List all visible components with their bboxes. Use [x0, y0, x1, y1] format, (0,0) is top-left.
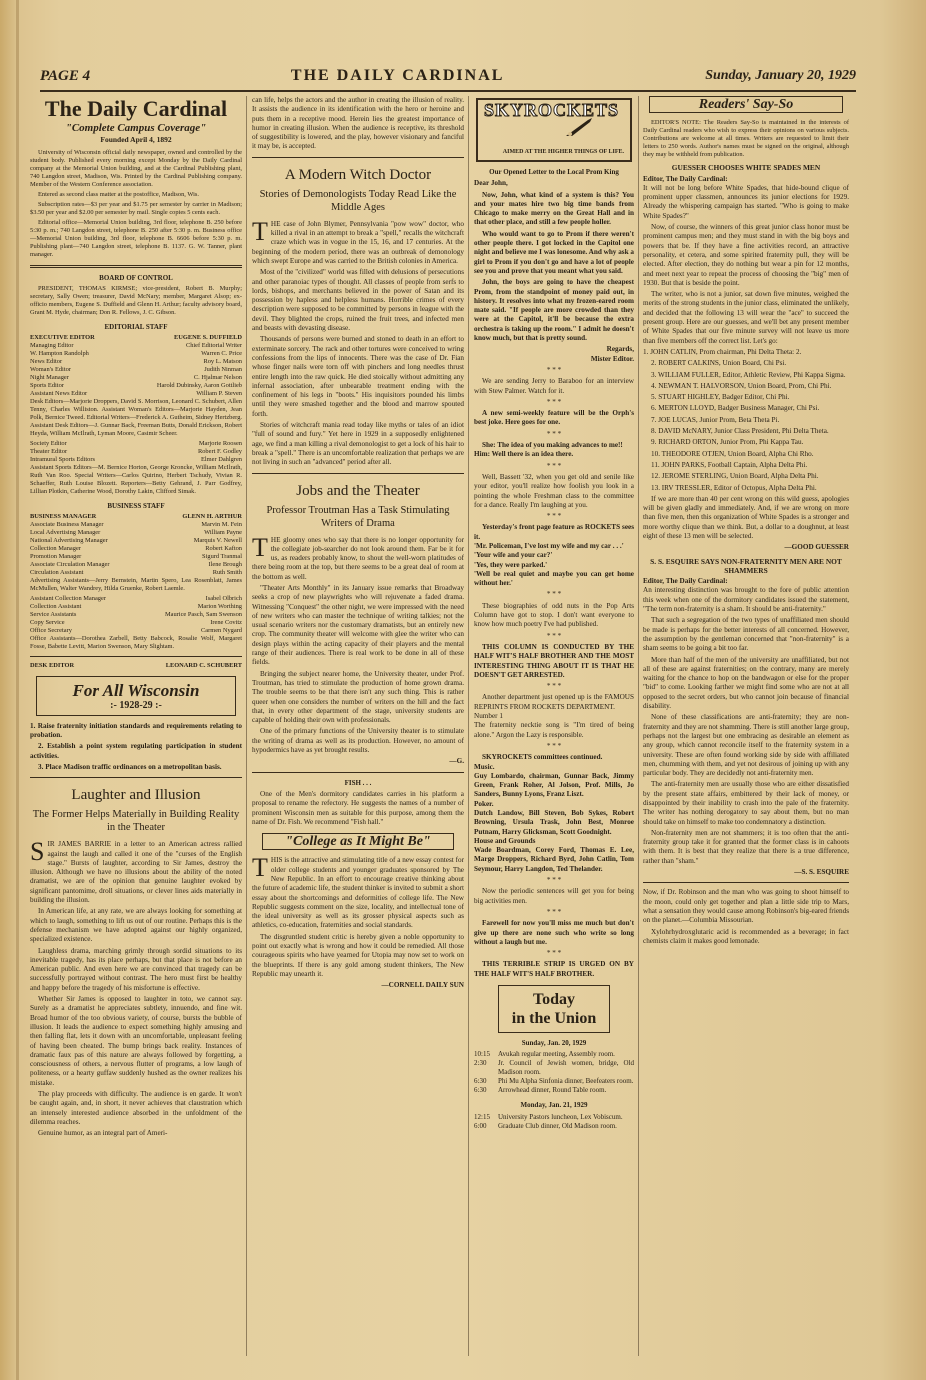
skyrockets-item: THIS TERRIBLE STRIP IS URGED ON BY THE HALF WIT'S HALF BROTHER. — [474, 960, 634, 978]
editorial-staff-list — [30, 440, 242, 464]
paragraph: In American life, at any rate, we are always looking for something at which to laugh, something to lift us out of our routine. Perhaps this is the defense mechanism we have adopted against our highly organized, specialized existence. — [30, 907, 242, 944]
staff-row: News Editor Roy L. Matson — [30, 358, 242, 366]
signature: —S. S. ESQUIRE — [794, 868, 849, 877]
letter-salutation: Editor, The Daily Cardinal: — [643, 577, 728, 586]
signature: —GOOD GUESSER — [784, 543, 849, 552]
closing-items — [643, 888, 849, 946]
paragraph: Who would want to go to Prom if there weren't other people there. I got locked in the Capitol one night and believe me I was lonesome. And why ask a girl to Prom if you don't go and have a lot of people see you and prove that you meant what you said. — [474, 229, 634, 275]
letter-salutation: Editor, The Daily Cardinal: — [643, 174, 728, 183]
schedule-event: University Pastors luncheon, Lex Vobiscum. — [498, 1112, 623, 1121]
staff-row: Assistant News Editor William P. Steven — [30, 390, 242, 398]
paragraph: One of the primary functions of the University theater is to stimulate the writing of drama as well as its production. However, no amount of hypodermics have as yet brought results. — [252, 727, 464, 755]
divider — [252, 772, 464, 773]
staff-row: Copy Service Irene Covitz — [30, 619, 242, 627]
skyrockets-item: Yesterday's front page feature as ROCKETS sees it. 'Mr. Policeman, I've lost my wife and my car . . .' 'Your wife and your car?' 'Yes, they were parked.' 'Well be real quiet and maybe you can get home without her.' — [474, 523, 634, 588]
skyrockets-item: A new semi-weekly feature will be the Orph's best joke. Here goes for one. — [474, 409, 634, 427]
paragraph: 2. ROBERT CALKINS, Union Board, Chi Psi. — [651, 359, 787, 368]
skyrockets-item: These biographies of odd nuts in the Pop Arts Column have got to stop. I don't want everyone to know how much poetry I've had published. — [474, 601, 634, 629]
schedule-list — [474, 1113, 634, 1131]
staff-row: Intramural Sports Editors Elmer Dahlgren — [30, 456, 242, 464]
page-header — [40, 62, 856, 92]
editorial-headline: Laughter and Illusion — [71, 787, 201, 804]
board-heading: BOARD OF CONTROL — [99, 273, 173, 282]
page-number: PAGE 4 — [40, 67, 91, 84]
continued-text: can life, helps the actors and the author in creating the illusion of reality. It assists the audience in its identification with the hero or heroine and puts them in a receptive mood. Herein lies the greatest importance of humor in creating illusion. When the audience is receptive, its threshold of suggestibility is lowered, and the play, however visionary and fanciful it may be, is accepted. — [252, 96, 464, 151]
column-3 — [474, 96, 634, 1366]
paragraph: 2. Establish a point system regulating participation in student activities. — [30, 742, 242, 760]
page-fold — [16, 0, 19, 1380]
skyrockets-item: Well, Bassett '32, when you get old and senile like your editor, you'll realize how foolish you look in a pointing the whole Freshman class to the committee for a dance. Really I'm laughing at you. — [474, 472, 634, 509]
schedule-list — [474, 1050, 634, 1095]
drop-cap: S — [30, 837, 45, 867]
staff-text: Advertising Assistants—Jerry Bernstein, Martin Spero, Lea Rosenblatt, James McMullen, Walter Wandrey, Hilda Gruenke, Robert Laemle. — [30, 577, 242, 593]
paragraph: Now, if Dr. Robinson and the man who was going to shoot himself to the moon, could only get together and plan a little side trip to Mars, what a sensation they would cause among Robinson's big-eared friends on the planet.—Columbia Missourian. — [643, 888, 849, 925]
schedule-time: 6:30 — [474, 1077, 487, 1086]
column-1 — [30, 96, 242, 1366]
entered-text: Entered as second class matter at the postoffice, Madison, Wis. — [38, 190, 200, 198]
divider — [643, 882, 849, 883]
staff-row: Collection Manager Robert Kafton — [30, 545, 242, 553]
rates-text: Subscription rates—$3 per year and $1.75 per semester by carrier in Madison; $3.50 per year and $2.00 per semester by mail. Single copies 5 cents each. — [30, 200, 242, 216]
staff-row: Office Secretary Carmen Nygard — [30, 627, 242, 635]
staff-row: Assistant Collection Manager Isabel Olbrich — [30, 595, 242, 603]
separator-stars: * * * — [546, 461, 562, 470]
schedule-day: Sunday, Jan. 20, 1929 — [521, 1039, 587, 1048]
platform-year: :- 1928-29 :- — [110, 700, 162, 712]
platform-title: For All Wisconsin — [72, 681, 200, 701]
skyrockets-item: SKYROCKETS committees continued. Music. Guy Lombardo, chairman, Gunnar Back, Jimmy Green, Frank Roher, Al Jolson, Prof. Mills, Jo Sanders, Bunny Lyons, Franz Liszt. Poker. Dutch Landow, Bill Steven, Bob Sykes, Robert Browning, Ursula Trask, John Best, Monroe Putnam, Harry Glicksman, Scott Goodnight. House and Grounds Wade Boardman, Corey Ford, Thomas E. Lee, Marge Droppers, Richard Byrd, John Catlin, Tom Seymour, Harry Langdon, Ted Thelander. — [474, 753, 634, 873]
editorial-subhead: Stories of Demonologists Today Read Like the Middle Ages — [259, 188, 457, 213]
paragraph: IR JAMES BARRIE in a letter to an American actress rallied against the laugh and called it one of the "curses of the English stage." Bursts of laughter, according to Sir James, destroy the illusion. Although we have no illusions about the ability of the noted dramatist, we are of the opinion that genuine laughter evoked by significant pantomime, droll situations, or clever lines aids materially in building the illusion. — [30, 840, 242, 905]
separator-stars: * * * — [546, 876, 562, 885]
paragraph: HE gloomy ones who say that there is no longer opportunity for the collegiate job-searcher do not look around them. Far be it for us, as readers probably know, to shout the well-worn platitudes of there being room at the top, but there seems to be a great deal of room at the bottom as well. — [252, 535, 464, 581]
today-title: Today in the Union — [498, 985, 610, 1033]
letter-heading: GUESSER CHOOSES WHITE SPADES MEN — [671, 163, 821, 173]
business-staff-list — [30, 595, 242, 635]
skyrockets-item: Farewell for now you'll miss me much but don't give up there are none such who write so long without a laugh but me. — [474, 919, 634, 946]
column-4 — [643, 96, 849, 1366]
paragraph: 12. JEROME STERLING, Union Board, Alpha Delta Phi. — [651, 472, 819, 481]
paragraph: HE case of John Blymer, Pennsylvania "pow wow" doctor, who killed a rival in an attempt to break a "spell," recalls the witchcraft craze which was in vogue in the 15, 16, and 17 centuries. At the beginning of the modern period, there was an outbreak of demonology which swept Europe and was carried to the British colonies in America. — [252, 219, 464, 265]
signature: —G. — [449, 757, 464, 766]
letter-body — [643, 184, 849, 346]
paragraph: An interesting distinction was brought to the fore of public attention this week when one of the dormitory candidates issued the statement, "The term non-fraternity is a sham. It should be anti-fraternity." — [643, 586, 849, 614]
paragraph: 1. JOHN CATLIN, Prom chairman, Phi Delta Theta: 2. — [643, 347, 802, 356]
schedule-item — [474, 1113, 634, 1122]
staff-row: BUSINESS MANAGER GLENN H. ARTHUR — [30, 513, 242, 521]
staff-text: Desk Editors—Marjorie Droppers, David S. Morrison, Leonard C. Schubert, Allen Tenny, Charles Williston. Assistant Woman's Editors—Marjorie Hayden, Jean Polk, Bernice Tweed. Editorial Writers—Frederick A. Gutheim, Sidney Hertzberg. Assistant Desk Editors—J. Gunnar Back, Freeman Butts, Donald Erickson, Robert Heyda, William McIlrath, Lyman Moore, Casimir Scheer. — [30, 398, 242, 438]
letter-text: If we are more than 40 per cent wrong on this wild guess, apologies will be given gladly and immediately. And, if we are wrong on more than five men, then this organization of White Spades is a stronger and more worthy clique than we think. But, a dollar to a doughnut, at least eight of these 13 men will be selected. — [643, 494, 849, 540]
editorial-staff-list — [30, 358, 242, 398]
paragraph: Laughless drama, marching grimly through sordid situations to its inevitable tragedy, has its place perhaps, but that place is not before an American public. And even here we are convinced that tragedy can be successfully portrayed without contrast. The hero must first be healthy and happy before the tragedy of his misfortune is effective. — [30, 946, 242, 992]
paragraph: The play proceeds with difficulty. The audience is en garde. It won't be caught again, and, in short, it never achieves that claustration which an intensely interested audience absorbed in the unfoldment of the dilemma reaches. — [30, 1089, 242, 1126]
editorial-body — [252, 216, 464, 468]
skyrockets-title: SKYROCKETS — [484, 100, 620, 120]
paragraph: Now, of course, the winners of this great junior class honor must be prominent campus men; and they must stand in with the big boys and powers that be. If they have a fine activities record, an attractive personality, et cetera, and some spirited fraternity pull, they will be elected. After election, they do nothing but wear a pin for 12 months, and meet next year to repeat the process of choosing the "big" men of 1930. But that is beside the point. — [643, 223, 849, 287]
fish-text: One of the Men's dormitory candidates carries in his platform a proposal to rename the refectory. He suggests the names of a number of prominent Wisconsin men as suitable for this purpose, among them the name of Dr. Fish. We recommend "Fish hall." — [252, 789, 464, 826]
editorial-body — [252, 532, 464, 756]
schedule-item — [474, 1122, 634, 1131]
paragraph: Dear John, — [474, 179, 508, 188]
paragraph: 3. WILLIAM FULLER, Editor, Athletic Review, Phi Kappa Sigma. — [651, 370, 846, 379]
paragraph: Thousands of persons were burned and stoned to death in an effort to exterminate sorcery. The rack and other tortures were conceived to wring confessions from the lips of innocents. There was the case of Dr. Fian whose finger nails were torn off with pinchers and long needles thrust entire length into the raw quick. He died stoically without admitting any infernal association, after unbearable treatment ending with the confinement of his legs in "boots." His inquisitors pounded his limbs until they were smashed together and the blood and marrow spouted forth. — [252, 335, 464, 418]
guess-list — [643, 348, 849, 493]
staff-row: EXECUTIVE EDITOR EUGENE S. DUFFIELD — [30, 334, 242, 342]
masthead: The Daily Cardinal — [44, 96, 228, 121]
separator-stars: * * * — [546, 682, 562, 691]
paragraph: 5. STUART HIGHLEY, Badger Editor, Chi Phi. — [651, 393, 790, 402]
divider — [252, 157, 464, 158]
paragraph: The writer, who is not a junior, sat down five minutes, weighed the merits of the strong students in the junior class, eliminated the unlikely, and decided that the following 13 will wear the "ace" to succeed the present group. Here are our guesses, and we'll bet any present member of White Spades that our five minute survey will not leave us more than five members off the correct list. Let's go: — [643, 290, 849, 345]
paragraph: The disgruntled student critic is hereby given a noble opportunity to point out exactly what is wrong and how it could be remedied. All those courageous spirits who have yearned for Utopia may now set to work on the blueprints. If there is any gold among student thinkers, The New Republic may unearth it. — [252, 932, 464, 978]
staff-text: Assistant Sports Editors—M. Bernice Horton, George Kroncke, William McIlrath, Ruth Van Roo. Special Writers—Carlos Quirino, Herbert Tschudy, Vivian R. Schaeffer, Ruth Louise Blozett. Reporters—Betty Gehrand, J. Parr Godfrey, Lillian Plotkin, Catherine Wood, Dorothy Lakin, Clifford Simak. — [30, 464, 242, 496]
newspaper-title: THE DAILY CARDINAL — [290, 67, 505, 84]
business-staff-list — [30, 521, 242, 577]
separator-stars: * * * — [546, 631, 562, 640]
staff-row: Collection Assistant Marion Worthing — [30, 603, 242, 611]
skyrockets-banner — [476, 98, 632, 162]
staff-row: National Advertising Manager Marquis V. Newell — [30, 537, 242, 545]
paragraph: Stories of witchcraft mania read today like myths or tales of an idiot "full of sound and fury." Yet here in 1929 in a supposedly enlightened age, we find a man killing a rival demonologist to get a lock of his hair to break a "spell." There is an uncomfortable realization that perhaps we are not living in such an "advanced" period after all. — [252, 421, 464, 467]
paragraph: 13. IRV TRESSLER, Editor of Octopus, Alpha Delta Phi. — [651, 483, 817, 492]
founded-line: Founded April 4, 1892 — [100, 135, 172, 145]
staff-row: Service Assistants Maurice Pasch, Sam Swenson — [30, 611, 242, 619]
paragraph: Xylohrhydroxglutaric acid is recommended as a beverage; in fact chemists claim it makes good lemonade. — [643, 927, 849, 945]
schedule-day: Monday, Jan. 21, 1929 — [520, 1101, 588, 1110]
platform-items — [30, 722, 242, 772]
paragraph: 1. Raise fraternity initiation standards and requirements relating to probation. — [30, 721, 242, 740]
schedule-event: Avukah regular meeting, Assembly room. — [498, 1050, 615, 1059]
column-rule — [468, 96, 469, 1356]
separator-stars: * * * — [546, 397, 562, 406]
schedule-event: Jr. Council of Jewish women, bridge, Old Madison room. — [498, 1059, 634, 1077]
paragraph: Most of the "civilized" world was filled with delusions of persecutions and other paranoiac types of thought. All classes of people from serfs to lords, bishops, and merchants believed in the power of Satan and its possession by hapless and helpless humans. Horrible crimes of every description were supposed to be committed by persons in league with the devil. They blighted the crops, ruined the fruit trees, and infected men and beasts with devasting disease. — [252, 268, 464, 333]
rocket-icon — [564, 116, 594, 138]
divider — [30, 777, 242, 778]
paragraph: 3. Place Madison traffic ordinances on a metropolitan basis. — [38, 762, 222, 771]
schedule-item — [474, 1050, 634, 1059]
column-2 — [252, 96, 464, 1366]
paragraph: 8. DAVID McNARY, Junior Class President, Phi Delta Theta. — [651, 427, 829, 436]
editorial-subhead: Professor Troutman Has a Task Stimulating Writers of Drama — [266, 504, 450, 529]
board-text: PRESIDENT, THOMAS KIRMSE; vice-president, Robert B. Murphy; secretary, Sally Owen; treasurer, David McNary; member, Margaret Alsop; ex-officio members, Eugene S. Duffield and Glenn H. Arthur; faculty advisory board, Grant M. Hyde, chairman; Don R. Fellows, J. C. Gibson. — [30, 284, 242, 316]
skyrockets-tagline: AIMED AT THE HIGHER THINGS OF LIFE. — [502, 149, 624, 155]
paragraph: 11. JOHN PARKS, Football Captain, Alpha Delta Phi. — [651, 460, 808, 469]
schedule-time: 2:30 — [474, 1059, 487, 1068]
paragraph: Whether Sir James is opposed to laughter in toto, we cannot say. Surely as a dramatist he appreciates subtlety, innuendo, and fine wit. Broad humor of the too obvious variety, of course, bursts the bubble of illusion. It leads the audience to expect something highly amusing and then falling flat, lets it down with an uncomfortable, unpleasant feeling of having been cheated. The bump brings back reality. Instances of dramatic faux pas of this nature are always followed by forgetting, a consciousness of others, a nervous flutter of programs, a low laugh of politeness, or a hearty guffaw suddenly hushed as the owner realizes his mistake. — [30, 995, 242, 1087]
skyrockets-item: She: The idea of you making advances to me!! Him: Well there is an idea there. — [474, 441, 623, 459]
separator-stars: * * * — [546, 429, 562, 438]
paragraph: John, the boys are going to have the cheapest Prom, from the standpoint of money paid out, in history. It resolves into what my frozen-eared room mate said. "If people are more crowded than they were at the Capitol, it'll be because the extra orchestra is taking up the room." I admit he doesn't know much, but that is pretty sound. — [474, 278, 634, 343]
paragraph: Non-fraternity men are not shammers; it is too often that the anti-fraternity group take it for granted that the former class is in cahoots with them. It is best that they realize that there is a true difference, rather than "sham." — [643, 828, 849, 865]
schedule-event: Arrowhead dinner, Round Table room. — [498, 1086, 607, 1095]
staff-row: Associate Business Manager Marvin M. Fein — [30, 521, 242, 529]
editorial-heading: EDITORIAL STAFF — [104, 322, 168, 331]
staff-row: Promotion Manager Sigurd Tranmal — [30, 553, 242, 561]
paragraph: 7. JOE LUCAS, Junior Prom, Beta Theta Pi. — [651, 415, 780, 424]
signature: —CORNELL DAILY SUN — [381, 981, 464, 990]
editorial-headline-box: "College as It Might Be" — [262, 833, 454, 850]
schedule-time: 12:15 — [474, 1112, 490, 1121]
schedule-time: 6:30 — [474, 1086, 487, 1095]
staff-row: Society Editor Marjorie Roosen — [30, 440, 242, 448]
drop-cap: T — [252, 216, 268, 246]
motto: "Complete Campus Coverage" — [65, 122, 207, 134]
editorial-headline: A Modern Witch Doctor — [284, 166, 432, 183]
schedule-time: 6:00 — [474, 1121, 487, 1130]
letter-heading: Our Opened Letter to the Local Prom King — [489, 168, 619, 176]
letter-body — [474, 179, 634, 343]
issue-date: Sunday, January 20, 1929 — [705, 68, 856, 83]
staff-row: Circulation Assistant Ruth Smith — [30, 569, 242, 577]
paragraph: 10. THEODORE OTJEN, Union Board, Alpha Chi Rho. — [651, 449, 814, 458]
letter-body — [643, 586, 849, 866]
divider — [252, 473, 464, 474]
separator-stars: * * * — [546, 365, 562, 374]
skyrockets-item: THIS COLUMN IS CONDUCTED BY THE HALF WIT'S HALF BROTHER AND THE MOST INTERESTING THING ABOUT IT IS THAT HE DOESN'T GET ARRESTED. — [474, 642, 634, 679]
schedule-event: Graduate Club dinner, Old Madison room. — [498, 1121, 617, 1130]
divider — [30, 265, 242, 268]
offices-text: Editorial office—Memorial Union building, 3rd floor, telephone B. 250 before 5:30 p. m.; 740 Langdon street, telephone B. 250 after 5:30 p. m. Business office—Memorial Union building, 3rd floor, telephone B. 6606 before 5:30 p. m. Publishing plant—740 Langdon street, telephone B. 1137. G. W. Tanner, plant manager. — [30, 218, 242, 258]
divider — [30, 656, 242, 657]
paragraph: HIS is the attractive and stimulating title of a new essay contest for older college students and younger graduates sponsored by The New Republic. In an effort to encourage creative thinking about the future of academic life, the student thinker is invited to submit a short essay about the shortcomings and deformities of college life. The New Republic suggests comment on the size, locality, and intellectual tone of the ideal university as well as its grosser physical aspects such as athletics, co-education, fraternities and social standards. — [252, 856, 464, 930]
paragraph: It will not be long before White Spades, that hide-bound clique of prominent upper classmen, announces its junior elections for 1929. Already the whispering campaign has started. "Who is going to make White Spades?" — [643, 183, 849, 220]
separator-stars: * * * — [546, 907, 562, 916]
staff-row: Managing Editor Chief Editorial Writer — [30, 342, 242, 350]
column-rule — [246, 96, 247, 1356]
staff-row: Theater Editor Robert F. Godley — [30, 448, 242, 456]
paragraph: Genuine humor, as an integral part of Ameri- — [38, 1129, 168, 1138]
schedule-time: 10:15 — [474, 1050, 490, 1059]
drop-cap: T — [252, 532, 268, 562]
paragraph: "Theater Arts Monthly" in its January issue remarks that Broadway seeks a crop of new playwrights who will rejuvenate a faded drama. Witnessing "Conquest" the other night, we were impressed with the need of new writers who can master the technique of writing talkies; not the usual scenario writers nor the customary dramatists, but an entirely new crop. The community theater will welcome with glee the writer who can design plays within the acting capacity of their players and the mental range of their audiences. There is real work to be done in all of these fields. — [252, 583, 464, 667]
editorial-headline: Jobs and the Theater — [296, 482, 420, 499]
schedule-item — [474, 1059, 634, 1077]
staff-row: Local Advertising Manager William Payne — [30, 529, 242, 537]
fish-heading: FISH . . . — [344, 778, 372, 787]
staff-row: W. Hampton Randolph Warren C. Price — [30, 350, 242, 358]
paragraph: None of these classifications are anti-fraternity; they are non-fraternity and they are not shamming. There is still another large group, perhaps not the largest but one embracing as desirable an element as any group, which cannot reconcile itself to the fraternity system in a university. These are often found working side by side with affiliated men, chumming with them, and yet not desirous of joining up with any particular body. They are decidedly not anti-fraternity men. — [643, 713, 849, 778]
skyrockets-item: We are sending Jerry to Baraboo for an interview with Stew Palmer. Watch for it. — [474, 377, 634, 395]
paragraph: Bringing the subject nearer home, the University theater, under Prof. Troutman, has tried to stimulate the production of home grown drama. The trouble seems to be that there isn't any such thing. This is rather queer when one considers the number of writers on the hill and the fact that, in every other department of the stage, university students are capable of holding their own with professionals. — [252, 669, 464, 725]
editorial-subhead: The Former Helps Materially in Building Reality in the Theater — [32, 809, 240, 834]
schedule-event: Phi Mu Alpha Sinfonia dinner, Beefeaters room. — [498, 1077, 634, 1086]
paragraph: That such a segregation of the two types of unaffiliated men should be made is perhaps for the better interests of all concerned. However, the assumption by the gentleman concerned that "non-fraternity" is a sham seems to be going a bit too far. — [643, 616, 849, 653]
staff-text: Office Assistants—Dorothea Zarbell, Betty Babcock, Rosalie Wolf, Margaret Fosse, Babette Levitt, Marion Swenson, Mary Slightam. — [30, 635, 242, 651]
editorial-body — [252, 853, 464, 979]
paragraph: 9. RICHARD ORTON, Junior Prom, Phi Kappa Tau. — [651, 438, 804, 447]
column-rule — [638, 96, 639, 1356]
separator-stars: * * * — [546, 590, 562, 599]
desk-editor-row: DESK EDITOR LEONARD C. SCHUBERT — [30, 662, 242, 670]
editorial-body — [30, 837, 242, 1138]
skyrockets-items — [474, 366, 634, 979]
separator-stars: * * * — [546, 949, 562, 958]
paragraph: 6. MERTON LLOYD, Badger Business Manager, Chi Psi. — [651, 404, 820, 413]
staff-row: Sports Editor Harold Dubinsky, Aaron Gottlieb — [30, 382, 242, 390]
separator-stars: * * * — [546, 741, 562, 750]
paragraph: Now, John, what kind of a system is this? You and your mates hire two big time bands from Chicago to make merry on the Great Hall and in that other place, and still a few people holler. — [474, 190, 634, 227]
signature: Regards, Mister Editor. — [590, 345, 634, 363]
schedule-item — [474, 1086, 634, 1095]
staff-row: Woman's Editor Judith Ninman — [30, 366, 242, 374]
separator-stars: * * * — [546, 512, 562, 521]
letter-heading: S. S. ESQUIRE SAYS NON-FRATERNITY MEN ARE NOT SHAMMERS — [650, 556, 842, 575]
schedule-item — [474, 1077, 634, 1086]
paragraph: The anti-fraternity men are usually those who are either dissatisfied by the present state affairs, embittered by their lack of money, or disappointed by their inability to crash into the pale of the fraternity. The writer has nothing derogatory to say about them, but no man should take on himself to make too condemnatory a distinction. — [643, 780, 849, 826]
staff-row: Night Manager C. Hjalmar Nelson — [30, 374, 242, 382]
paragraph: More than half of the men of the university are unaffiliated, but not all of these are against fraternities; on the contrary, many are merely waiting for the chance to hop on the bandwagon or else for the proper "bid" to come. Looking farther we might find some who are not at all opposed to the secret orders, but who cannot join because of financial disability. — [643, 655, 849, 711]
editors-note: EDITOR'S NOTE: The Readers Say-So is maintained in the interests of Daily Cardinal readers who wish to express their opinions on various subjects. Contributions are welcome at all times. Writers are requested to limit their letters to 250 words. Author's names must be signed on the original, although they may be withheld from publication. — [643, 119, 849, 159]
skyrockets-item: Another department just opened up is the FAMOUS REPRINTS FROM ROCKETS DEPARTMENT. Number 1 The fraternity necktie song is "I'm tired of being alone." Argon the Lazy is responsible. — [474, 693, 634, 739]
intro-text: University of Wisconsin official daily newspaper, owned and controlled by the student body. Published every morning except Monday by the Daily Cardinal company at the Memorial Union building, and at the Cardinal Publishing plant, 740 Langdon street, Madison, Wis. Printed by the Cardinal Publishing company. Member of the Western Conference association. — [30, 148, 242, 188]
staff-row: Associate Circulation Manager Ilene Brough — [30, 561, 242, 569]
readers-title: Readers' Say-So — [649, 96, 843, 113]
platform-box — [36, 676, 236, 715]
business-heading: BUSINESS STAFF — [107, 502, 165, 511]
skyrockets-item: Now the periodic sentences will get you for being big activities men. — [474, 887, 634, 905]
paragraph: 4. NEWMAN T. HALVORSON, Union Board, Prom, Chi Phi. — [651, 381, 832, 390]
drop-cap: T — [252, 853, 268, 883]
